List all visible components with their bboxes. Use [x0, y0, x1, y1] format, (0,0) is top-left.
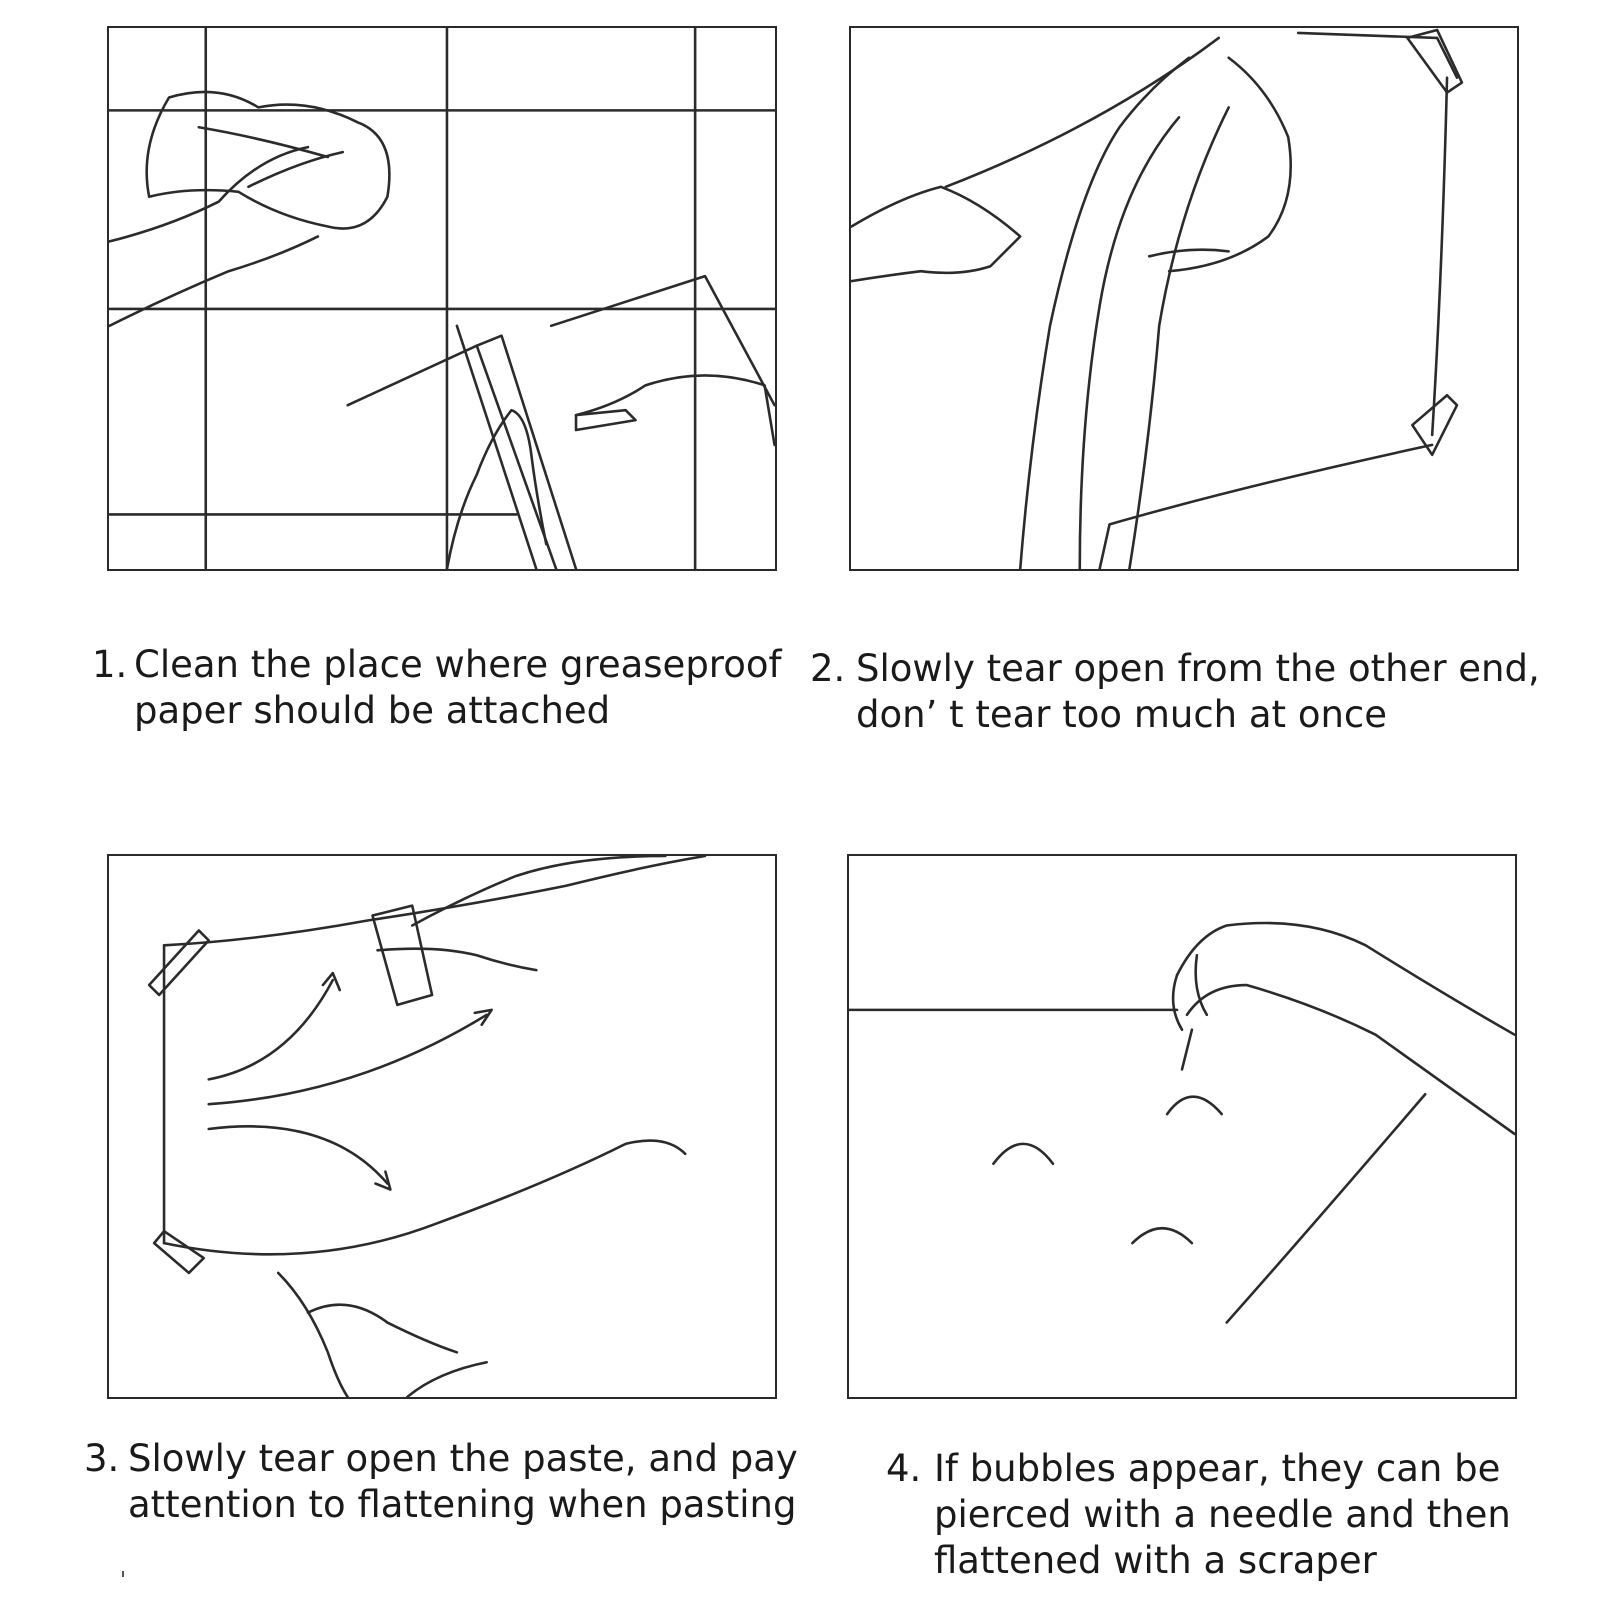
step-4-illustration — [847, 854, 1517, 1399]
caption-line: don’ t tear too much at once — [856, 693, 1388, 736]
step-1-illustration — [107, 26, 777, 571]
step-number: 1. — [92, 643, 128, 686]
step-3-caption — [84, 1436, 798, 1528]
caption-line: Slowly tear open from the other end, — [856, 647, 1540, 690]
step-number: 2. — [810, 647, 846, 690]
step-number: 4. — [886, 1447, 922, 1490]
caption-line: paper should be attached — [134, 689, 611, 732]
caption-line: attention to flattening when pasting — [128, 1483, 797, 1526]
stray-mark — [122, 1571, 124, 1577]
caption-line: If bubbles appear, they can be — [934, 1447, 1501, 1490]
step-number: 3. — [84, 1437, 120, 1480]
step-2-illustration — [849, 26, 1519, 571]
smoothing-paste-drawing — [109, 856, 775, 1397]
caption-line: flattened with a scraper — [934, 1539, 1377, 1582]
caption-line: pierced with a needle and then — [934, 1493, 1511, 1536]
caption-line: Clean the place where greaseproof — [134, 643, 782, 686]
piercing-bubbles-drawing — [849, 856, 1515, 1397]
wiping-tiles-drawing — [109, 28, 775, 569]
step-1-caption — [92, 642, 782, 734]
step-2-caption — [810, 646, 1540, 738]
step-4-caption — [886, 1446, 1511, 1584]
step-3-illustration — [107, 854, 777, 1399]
tearing-backing-drawing — [851, 28, 1517, 569]
caption-line: Slowly tear open the paste, and pay — [128, 1437, 798, 1480]
